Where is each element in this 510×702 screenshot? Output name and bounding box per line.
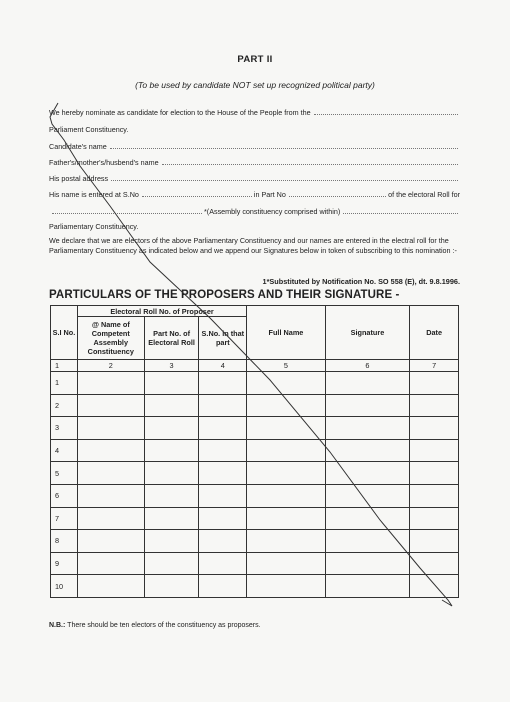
row-number: 8: [51, 530, 78, 553]
col-date-header: Date: [410, 306, 459, 360]
row-number: 4: [51, 439, 78, 462]
nb-text: There should be ten electors of the constituency as proposers.: [67, 622, 261, 629]
candidate-name-label: Candidate's name: [49, 142, 107, 151]
row-number: 3: [51, 417, 78, 440]
substitution-footnote: 1*Substituted by Notification No. SO 558 (E), dt. 9.8.1996.: [262, 277, 460, 286]
row-number: 10: [51, 575, 78, 598]
column-index: 7: [410, 360, 459, 372]
relation-label: Father's/mother's/husbend's name: [49, 158, 159, 167]
of-roll-text: of the electoral Roll for: [388, 190, 460, 199]
col-part-no-header: Part No. of Electoral Roll: [144, 317, 199, 360]
nominate-text: We hereby nominate as candidate for election to the House of the People from the: [49, 108, 311, 117]
column-index: 2: [77, 360, 144, 372]
in-part-no-text: in Part No: [253, 190, 286, 199]
row-number: 1: [51, 372, 78, 395]
row-number: 7: [51, 507, 78, 530]
address-label: His postal address: [49, 174, 109, 183]
col-sno-header: S.I No.: [51, 306, 78, 360]
part-subtitle: (To be used by candidate NOT set up recognized political party): [135, 80, 375, 90]
part-title: PART II: [237, 54, 273, 65]
pen-stroke: [50, 103, 452, 606]
col-signature-header: Signature: [325, 306, 410, 360]
col-assembly-header: @ Name of Competent Assembly Constituency: [77, 317, 144, 360]
assembly-note: *(Assembly constituency comprised within): [204, 207, 341, 216]
col-full-name-header: Full Name: [247, 306, 325, 360]
column-index: 6: [325, 360, 410, 372]
col-sno-in-part-header: S.No. in that part: [199, 317, 247, 360]
parliamentary-text: Parliamentary Constituency.: [49, 222, 139, 231]
electoral-roll-group-header: Electoral Roll No. of Proposer: [77, 306, 246, 317]
nb-label: N.B.:: [49, 622, 66, 629]
column-index: 3: [144, 360, 199, 372]
column-index: 4: [199, 360, 247, 372]
row-number: 6: [51, 484, 78, 507]
proposers-heading: PARTICULARS OF THE PROPOSERS AND THEIR SIGNATURE -: [49, 289, 400, 301]
row-number: 9: [51, 552, 78, 575]
constituency-text: Parliament Constituency.: [49, 125, 129, 134]
column-index: 1: [51, 360, 78, 372]
column-index: 5: [247, 360, 325, 372]
declaration-paragraph: We declare that we are electors of the above Parliamentary Constituency and our names are entered in the electral roll for the Parliamentary Constituency as indicated below and we append our Signatures below in token of subscribing to this nomination :-: [49, 236, 457, 255]
row-number: 5: [51, 462, 78, 485]
row-number: 2: [51, 394, 78, 417]
entered-prefix: His name is entered at S.No: [49, 190, 139, 199]
